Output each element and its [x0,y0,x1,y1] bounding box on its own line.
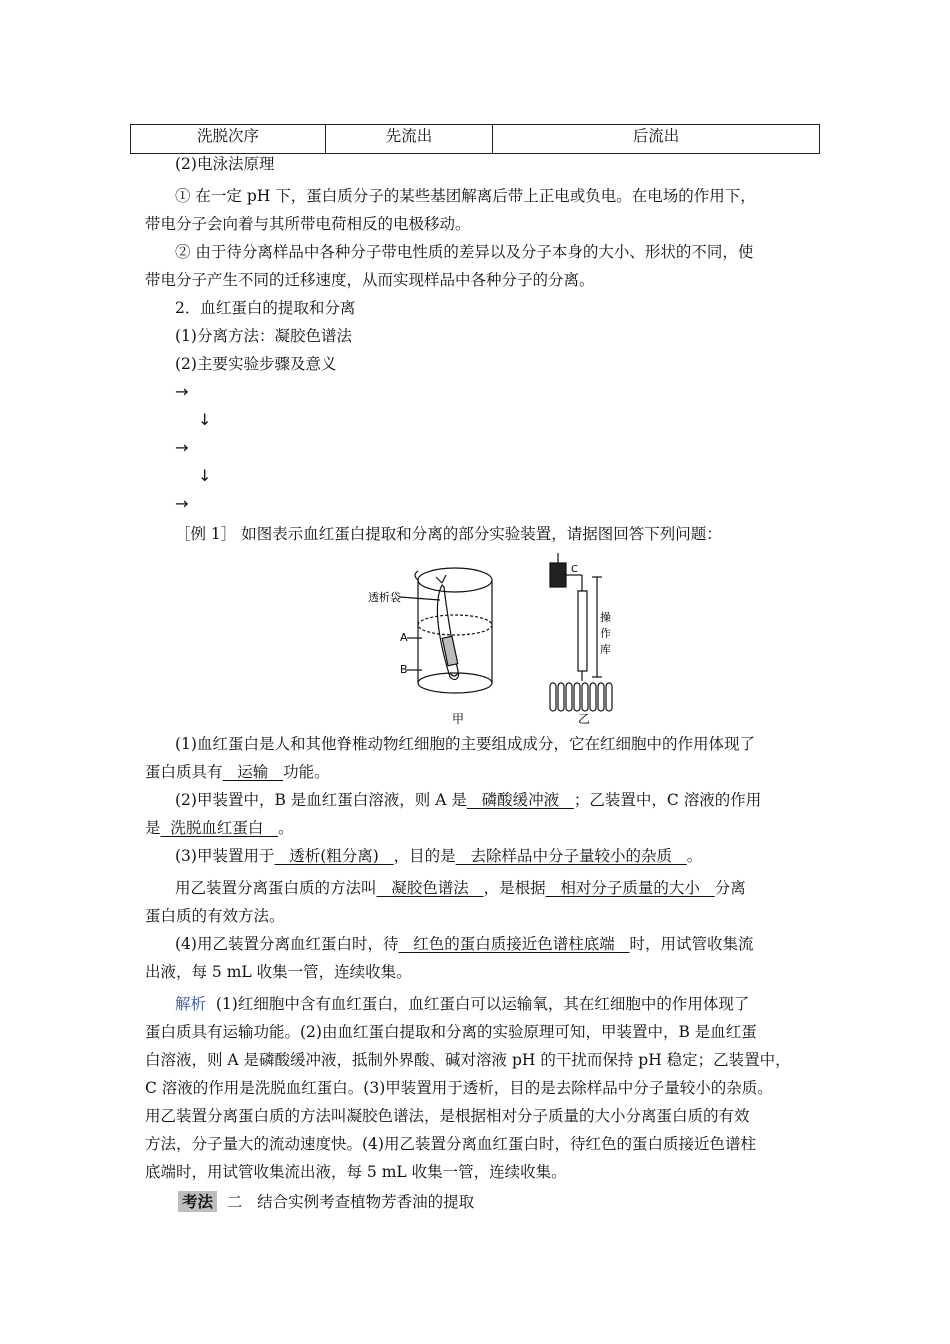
answer-4: 红色的蛋白质接近色谱柱底端 [413,935,615,953]
kaofa-badge: 考法 [178,1191,217,1212]
paragraph-1-line-1: ① 在一定 pH 下，蛋白质分子的某些基团解离后带上正电或负电。在电场的作用下， [175,187,756,205]
answer-3d: 相对分子质量的大小 [560,879,700,897]
analysis-line-3: 白溶液，则 A 是磷酸缓冲液，抵制外界酸、碱对溶液 pH 的干扰而保持 pH 稳定；乙装置中， [145,1051,791,1069]
analysis-line-6: 方法，分子量大的流动速度快。(4)用乙装置分离血红蛋白时，待红色的蛋白质接近色谱柱 [145,1135,756,1153]
arrow-down-2: ↓ [198,466,212,485]
arrow-right-1: → [175,382,189,401]
arrow-right-2: → [175,438,189,457]
example-intro: ［例 1］ 如图表示血红蛋白提取和分离的部分实验装置，请据图回答下列问题： [175,525,722,543]
question-3-line-3: 蛋白质的有效方法。 [145,907,285,925]
kaofa-number: 二 [226,1193,243,1211]
question-2-line-2: 是 洗脱血红蛋白 。 [145,819,294,837]
answer-1: 运输 [237,763,269,781]
paragraph-2-line-2: 带电分子产生不同的迁移速度，从而实现样品中各种分子的分离。 [145,271,595,289]
kaofa-heading [178,1192,474,1212]
analysis-label: 解析 [175,995,207,1013]
question-1-text: 蛋白质具有 [145,763,223,781]
paragraph-2-line-1: ② 由于待分离样品中各种分子带电性质的差异以及分子本身的大小、形状的不同，使 [175,243,754,261]
caption-yi: 乙 [578,712,591,725]
table-cell-first: 先流出 [326,125,493,154]
question-1-line-1: (1)血红蛋白是人和其他脊椎动物红细胞的主要组成成分，它在红细胞中的作用体现了 [175,735,755,753]
paragraph-1-line-2: 带电分子会向着与其所带电荷相反的电极移动。 [145,215,471,233]
question-3-line-1: (3)甲装置用于 透析(粗分离) ，目的是 去除样品中分子量较小的杂质 。 [175,847,703,865]
answer-2a: 磷酸缓冲液 [481,791,560,809]
answer-3c: 凝胶色谱法 [391,879,469,897]
label-op-3: 库 [600,643,611,656]
section-electrophoresis-title: (2)电泳法原理 [175,155,275,173]
kaofa-title: 结合实例考查植物芳香油的提取 [257,1193,475,1211]
analysis-line-2: 蛋白质具有运输功能。(2)由血红蛋白提取和分离的实验原理可知，甲装置中，B 是血红蛋 [145,1023,757,1041]
analysis-line-1: 解析 (1)红细胞中含有血红蛋白，血红蛋白可以运输氧，其在红细胞中的作用体现了 [175,995,750,1013]
label-op-2: 作 [600,627,611,640]
table-cell-last: 后流出 [493,125,820,154]
question-2-line-1: (2)甲装置中，B 是血红蛋白溶液，则 A 是 磷酸缓冲液 ；乙装置中，C 溶液的作用 [175,791,762,809]
section-2-title: 2．血红蛋白的提取和分离 [175,299,356,317]
analysis-line-7: 底端时，用试管收集流出液，每 5 mL 收集一管，连续收集。 [145,1163,567,1181]
steps-line: (2)主要实验步骤及意义 [175,355,337,373]
analysis-line-4: C 溶液的作用是洗脱血红蛋白。(3)甲装置用于透析，目的是去除样品中分子量较小的杂质。 [145,1079,773,1097]
elution-order-table [130,124,820,154]
question-3-line-2: 用乙装置分离蛋白质的方法叫 凝胶色谱法 ，是根据 相对分子质量的大小 分离 [175,879,746,897]
label-c: C [571,564,578,575]
arrow-down-1: ↓ [198,410,212,429]
label-op-1: 操 [600,611,611,624]
caption-jia: 甲 [452,712,465,725]
label-b: B [400,663,408,676]
label-dialysis-bag: 透析袋 [368,591,401,604]
method-line: (1)分离方法：凝胶色谱法 [175,327,352,345]
apparatus-figure [360,545,630,725]
analysis-line-5: 用乙装置分离蛋白质的方法叫凝胶色谱法，是根据相对分子质量的大小分离蛋白质的有效 [145,1107,750,1125]
question-1-line-2 [145,762,330,782]
question-1-tail: 功能。 [283,763,330,781]
dialysis-beaker-diagram [400,568,492,693]
answer-3b: 去除样品中分子量较小的杂质 [470,847,672,865]
answer-3a: 透析(粗分离) [289,847,379,865]
question-4-line-1: (4)用乙装置分离血红蛋白时，待 红色的蛋白质接近色谱柱底端 时，用试管收集流 [175,935,754,953]
question-4-line-2: 出液，每 5 mL 收集一管，连续收集。 [145,963,412,981]
answer-2b: 洗脱血红蛋白 [170,819,264,837]
label-a: A [400,631,408,644]
arrow-right-3: → [175,494,189,513]
table-header-cell: 洗脱次序 [131,125,326,154]
